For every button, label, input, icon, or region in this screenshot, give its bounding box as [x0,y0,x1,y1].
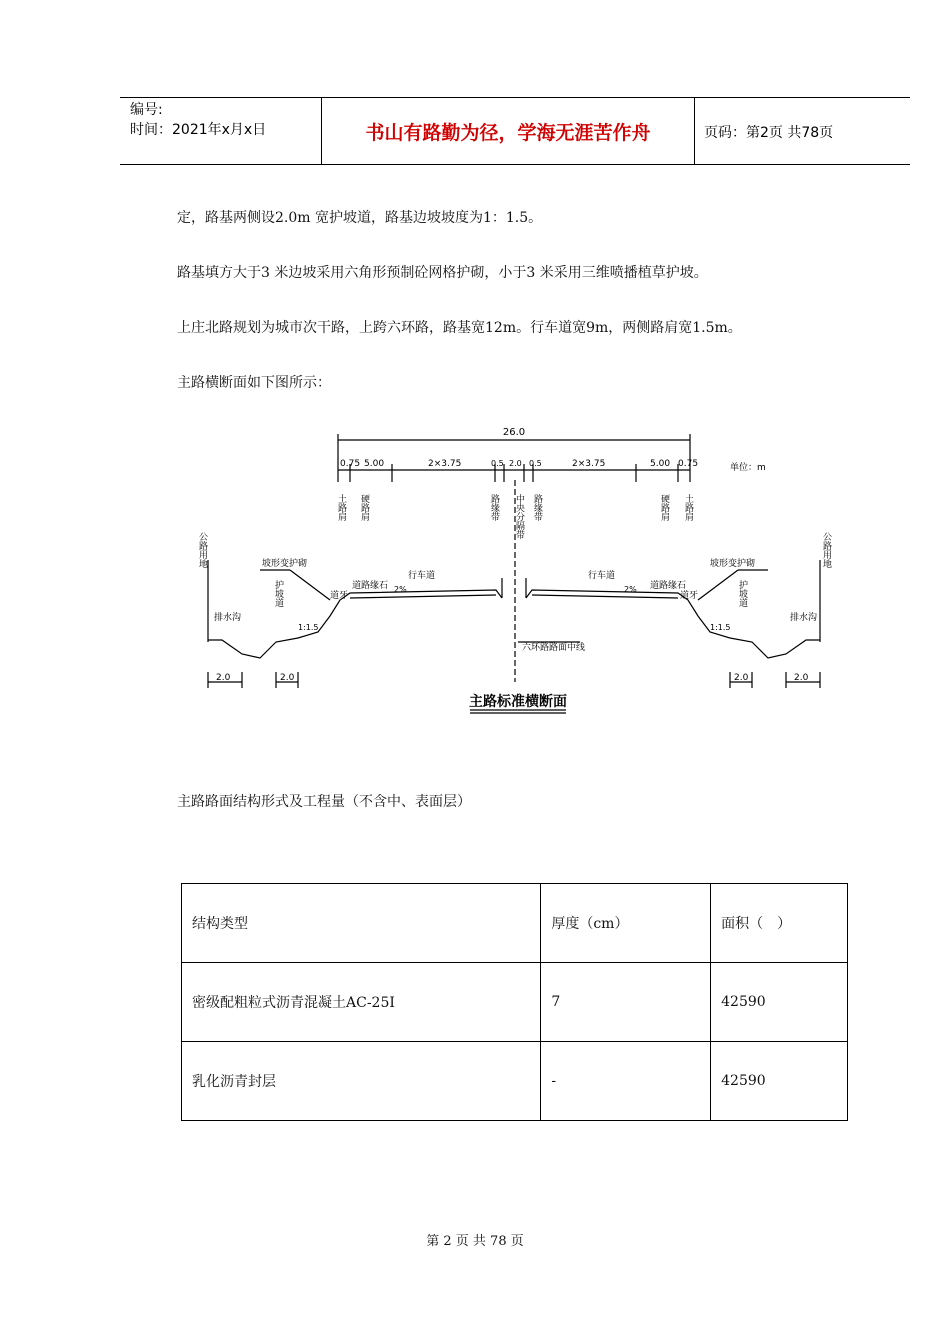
table-cell: 42590 [711,1042,848,1121]
center-note: 六环路路面中线 [522,643,586,653]
bottom-dim-2: 2.0 [280,673,295,683]
bottom-dim-3: 2.0 [734,673,749,683]
dim-label-6: 0.5 [529,459,542,468]
paragraph-1: 定，路基两侧设2.0m 宽护坡道，路基边坡坡度为1：1.5。 [177,210,543,226]
paragraph-3: 上庄北路规划为城市次干路，上跨六环路，路基宽12m。行车道宽9m，两侧路肩宽1.5m。 [177,320,742,336]
page-footer: 第 2 页 共 78 页 [426,1234,524,1249]
left-slope-guard-label: 坡形变护砌 [262,559,308,569]
table-row [182,1042,848,1121]
paragraph-2: 路基填方大于3 米边坡采用六角形预制砼网格护砌，小于3 米采用三维喷播植草护坡。 [177,265,708,281]
right-grade: 2% [624,585,637,594]
right-ditch-label: 排水沟 [790,613,818,623]
left-ditch-label: 排水沟 [214,613,242,623]
table-header-cell: 厚度（cm） [541,884,711,963]
vlabel-1: 土路肩 [336,494,346,521]
header-motto: 书山有路勤为径，学海无涯苦作舟 [365,122,651,144]
right-curb-label: 道牙 [680,591,699,601]
table-header-cell: 结构类型 [182,884,541,963]
pavement-table [181,883,848,1121]
left-curb-label: 道牙 [330,591,349,601]
paragraph-4: 主路横断面如下图所示： [177,375,331,391]
right-slope-ratio: 1:1.5 [710,623,731,632]
table-header-cell: 面积（ ） [711,884,848,963]
dim-label-9: 0.75 [678,459,699,469]
right-curb-stone-label: 道路缘石 [650,581,687,591]
vlabel-5: 路缘带 [532,494,542,521]
right-lane-label: 行车道 [588,571,616,581]
left-slope-ratio: 1:1.5 [298,623,319,632]
left-curb-stone-label: 道路缘石 [352,581,389,591]
header-top-rule [120,97,910,98]
table-header-row [182,884,848,963]
table-cell: 乳化沥青封层 [182,1042,541,1121]
dim-label-8: 5.00 [650,459,671,469]
dim-label-5: 2.0 [509,459,522,468]
dim-label-7: 2×3.75 [572,459,606,469]
table-cell: 7 [541,963,711,1042]
vlabel-6: 硬路肩 [659,494,669,521]
table-title: 主路路面结构形式及工程量（不含中、表面层） [177,794,471,810]
vlabel-4: 中央分隔带 [514,494,524,539]
dim-label-2: 5.00 [364,459,385,469]
cross-section-figure [180,420,860,730]
right-slope-guard-label: 坡形变护砌 [710,559,756,569]
dim-label-4: 0.5 [491,459,504,468]
dim-label-1: 0.75 [340,459,361,469]
figure-caption: 主路标准横断面 [469,694,567,710]
header-divider-2 [694,97,695,164]
vlabel-3: 路缘带 [489,494,499,521]
total-width-label: 26.0 [502,427,526,438]
table-cell: - [541,1042,711,1121]
unit-label: 单位：m [730,463,766,473]
dim-label-3: 2×3.75 [428,459,462,469]
left-grade: 2% [394,585,407,594]
left-edge-label: 公路用地 [197,532,207,568]
header-page-label: 页码：第2页 共78页 [704,125,834,141]
vlabel-2: 硬路肩 [359,494,369,521]
bottom-dim-4: 2.0 [794,673,809,683]
code-label: 编号: [130,102,163,118]
right-edge-label: 公路用地 [821,532,831,568]
bottom-dim-1: 2.0 [216,673,231,683]
table-cell: 密级配粗粒式沥青混凝土AC-25Ⅰ [182,963,541,1042]
vlabel-7: 土路肩 [683,494,693,521]
left-slope-label: 护坡道 [273,580,283,607]
right-slope-label: 护坡道 [737,580,747,607]
time-label: 时间：2021年x月x日 [130,122,267,138]
header-meta [130,100,266,140]
table-cell: 42590 [711,963,848,1042]
table-row [182,963,848,1042]
left-lane-label: 行车道 [408,571,436,581]
header-bottom-rule [120,164,910,165]
